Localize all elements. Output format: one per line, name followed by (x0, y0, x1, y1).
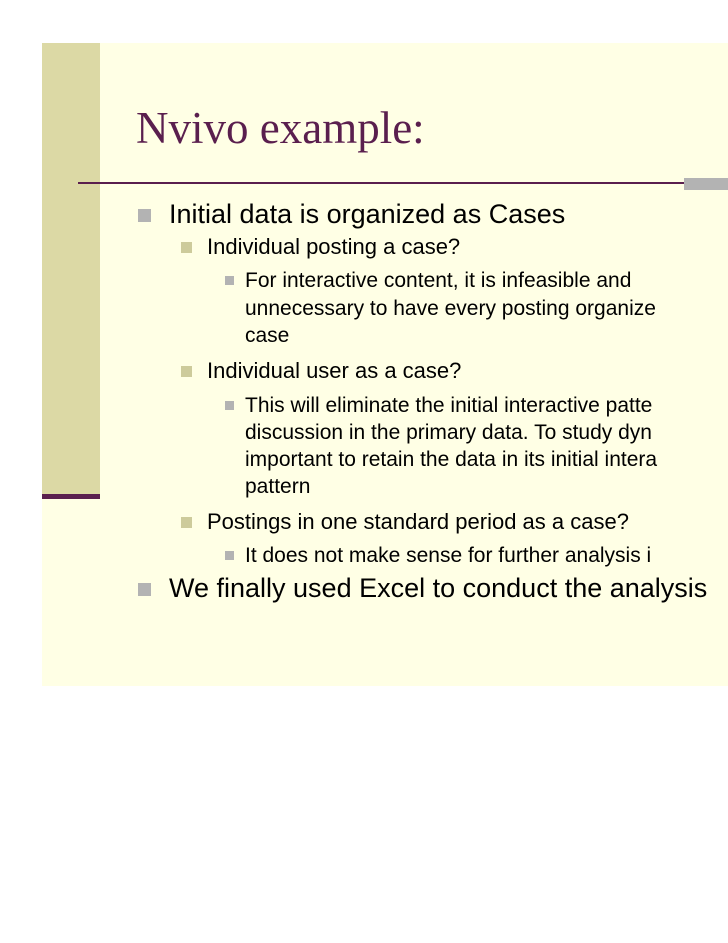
bullet-l3-text: unnecessary to have every posting organize (245, 297, 656, 320)
bullet-square-icon (138, 209, 151, 222)
bullet-square-icon (225, 276, 234, 285)
bullet-l3-text: It does not make sense for further analysis i (245, 544, 652, 567)
slide-title: Nvivo example: (136, 103, 425, 153)
bullet-square-icon (181, 517, 192, 528)
bullet-l3-text: important to retain the data in its initial intera (245, 448, 658, 471)
bullet-l3-text: pattern (245, 475, 311, 498)
bullet-l3-text: case (245, 324, 290, 347)
bullet-list (42, 43, 728, 686)
bullet-l3-text: discussion in the primary data. To study dyn (245, 421, 652, 444)
bullet-l2-text: Postings in one standard period as a case? (207, 509, 629, 534)
bullet-square-icon (181, 242, 192, 253)
bullet-square-icon (181, 366, 192, 377)
bullet-l3-text: This will eliminate the initial interactive patte (245, 394, 653, 417)
bullet-l2-text: Individual posting a case? (207, 234, 461, 259)
bullet-l2-text: Individual user as a case? (207, 358, 462, 383)
bullet-square-icon (138, 583, 151, 596)
slide (42, 43, 728, 686)
bullet-l1-text: We finally used Excel to conduct the analysis (169, 573, 708, 603)
bullet-l3-text: For interactive content, it is infeasible and (245, 269, 632, 292)
bullet-square-icon (225, 551, 234, 560)
bullet-square-icon (225, 401, 234, 410)
bullet-l1-text: Initial data is organized as Cases (169, 199, 566, 229)
